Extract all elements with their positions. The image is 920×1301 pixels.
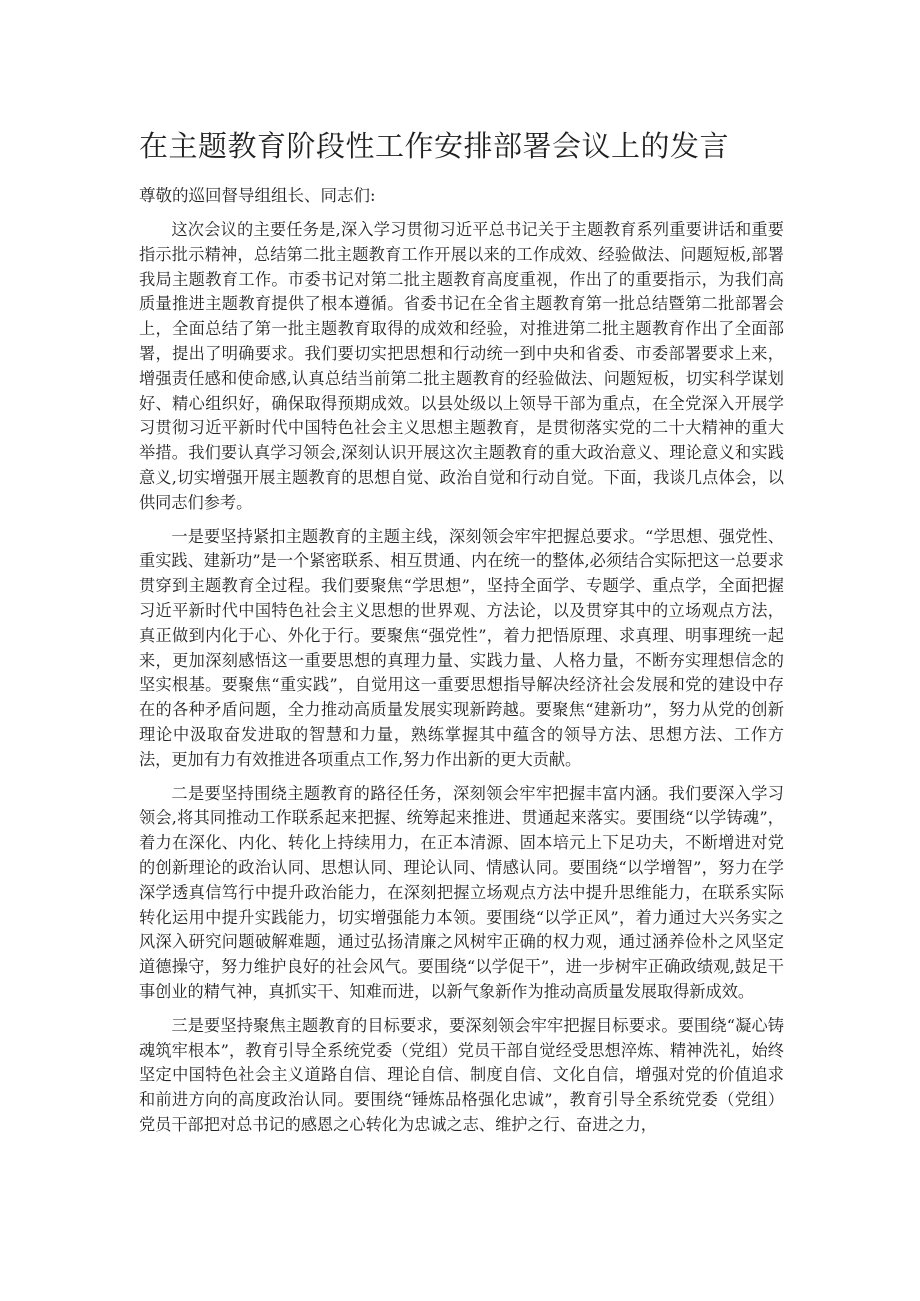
paragraph-intro: 这次会议的主要任务是,深入学习贯彻习近平总书记关于主题教育系列重要讲话和重要指示批示精神，总结第二批主题教育工作开展以来的工作成效、经验做法、问题短板,部署我局主题教育工作。市委书记对第二批主题教育高度重视，作出了的重要指示，为我们高质量推进主题教育提供了根本遵循。省委书记在全省主题教育第一批总结暨第二批部署会上，全面总结了第一批主题教育取得的成效和经验，对推进第二批主题教育作出了全面部署，提出了明确要求。我们要切实把思想和行动统一到中央和省委、市委部署要求上来，增强责任感和使命感,认真总结当前第二批主题教育的经验做法、问题短板，切实科学谋划好、精心组织好，确保取得预期成效。以县处级以上领导干部为重点，在全党深入开展学习贯彻习近平新时代中国特色社会主义思想主题教育，是贯彻落实党的二十大精神的重大举措。我们要认真学习领会,深刻认识开展这次主题教育的重大政治意义、理论意义和实践意义,切实增强开展主题教育的思想自觉、政治自觉和行动自觉。下面，我谈几点体会，以供同志们参考。 bbox=[139, 220, 784, 512]
salutation: 尊敬的巡回督导组组长、同志们: bbox=[139, 186, 376, 205]
paragraph-point-two: 二是要坚持围绕主题教育的路径任务，深刻领会牢牢把握丰富内涵。我们要深入学习领会,将其同推动工作联系起来把握、统筹起来推进、贯通起来落实。要围绕“以学铸魂”，着力在深化、内化、转化上持续用力，在正本清源、固本培元上下足功夫，不断增进对党的创新理论的政治认同、思想认同、理论认同、情感认同。要围绕“以学增智”，努力在学深学透真信笃行中提升政治能力，在深刻把握立场观点方法中提升思维能力，在联系实际转化运用中提升实践能力，切实增强能力本领。要围绕“以学正风”，着力通过大兴务实之风深入研究问题破解难题，通过弘扬清廉之风树牢正确的权力观，通过涵养俭朴之风坚定道德操守，努力维护良好的社会风气。要围绕“以学促干”，进一步树牢正确政绩观,鼓足干事创业的精气神，真抓实干、知难而进，以新气象新作为推动高质量发展取得新成效。 bbox=[139, 783, 784, 1001]
paragraph-point-three: 三是要坚持聚焦主题教育的目标要求，要深刻领会牢牢把握目标要求。要围绕“凝心铸魂筑牢根本”，教育引导全系统党委（党组）党员干部自觉经受思想淬炼、精神洗礼，始终坚定中国特色社会主义道路自信、理论自信、制度自信、文化自信，增强对党的价值追求和前进方向的高度政治认同。要围绕“锤炼品格强化忠诚”，教育引导全系统党委（党组）党员干部把对总书记的感恩之心转化为忠诚之志、维护之行、奋进之力， bbox=[139, 1015, 784, 1134]
document-body bbox=[139, 218, 784, 1147]
document-title: 在主题教育阶段性工作安排部署会议上的发言 bbox=[139, 129, 730, 163]
paragraph-point-one: 一是要坚持紧扣主题教育的主题主线，深刻领会牢牢把握总要求。“学思想、强党性、重实践、建新功”是一个紧密联系、相互贯通、内在统一的整体,必须结合实际把这一总要求贯穿到主题教育全过程。我们要聚焦“学思想”，坚持全面学、专题学、重点学，全面把握习近平新时代中国特色社会主义思想的世界观、方法论，以及贯穿其中的立场观点方法，真正做到内化于心、外化于行。要聚焦“强党性”，着力把悟原理、求真理、明事理统一起来，更加深刻感悟这一重要思想的真理力量、实践力量、人格力量，不断夯实理想信念的坚实根基。要聚焦“重实践”，自觉用这一重要思想指导解决经济社会发展和党的建设中存在的各种矛盾问题，全力推动高质量发展实现新跨越。要聚焦“建新功”，努力从党的创新理论中汲取奋发进取的智慧和力量，熟练掌握其中蕴含的领导方法、思想方法、工作方法，更加有力有效推进各项重点工作,努力作出新的更大贡献。 bbox=[139, 526, 784, 769]
